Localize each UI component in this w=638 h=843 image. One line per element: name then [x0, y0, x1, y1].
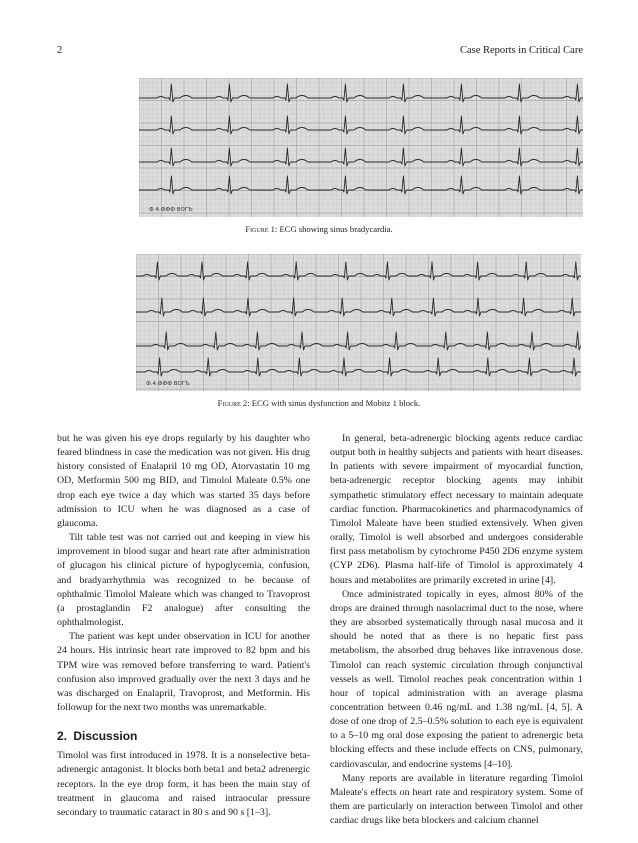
ecg-strip-1 — [139, 78, 583, 217]
section-heading — [57, 729, 310, 743]
ecg-strip-label: Ф.4.ФФФ ВОГЪ — [149, 207, 193, 213]
body-paragraph: The patient was kept under observation in ICU for another 24 hours. His intrinsic heart rate improved to 82 bpm and his TPM wire was removed before transferring to ward. Patient's confusion also improved gradually over the next 3 days and he was discharged on Enalapril, Travoprost, and Metformin. His followup for the next two months was unremarkable. — [57, 631, 310, 713]
ecg-trace — [136, 332, 581, 350]
journal-title: Case Reports in Critical Care — [459, 45, 583, 56]
ecg-strip-label: Ф.4.ФФФ ВОГЪ — [146, 381, 190, 387]
body-paragraph: Tilt table test was not carried out and keeping in view his improvement in blood sugar and heart rate after administration of glucagon his clinical picture of hypoglycemia, confusion, and bradyarrhythmia was recognized to be because of ophthalmic Timolol Maleate which was changed to Travoprost (a prostaglandin F2 analogue) after consulting the ophthalmologist. — [57, 532, 310, 629]
right-column — [330, 432, 583, 828]
figure-2-caption-text: ECG with sinus dysfunction and Mobitz 1 block. — [251, 398, 421, 408]
ecg-trace — [139, 148, 583, 166]
figure-1-caption — [0, 224, 638, 234]
body-paragraph: Timolol was first introduced in 1978. It is a nonselective beta-adrenergic antagonist. It blocks both beta1 and beta2 adrenergic receptors. In the eye drop form, it has been the main stay of treatment in glaucoma and raised intraocular pressure secondary to traumatic cataract in 80 s and 90 s [1–3]. — [57, 750, 310, 818]
figure-2-ecg-image — [136, 254, 581, 391]
figure-1-label: Figure 1: — [245, 224, 278, 234]
ecg-trace — [139, 176, 583, 194]
ecg-strip-2 — [136, 254, 581, 391]
ecg-grid — [139, 78, 583, 217]
ecg-trace — [136, 262, 581, 280]
body-paragraph: Once administrated topically in eyes, almost 80% of the drops are drained through nasolacrimal duct to the nose, where they are absorbed systematically through nasal mucosa and it should be noted that as there is no hepatic first pass metabolism, the absorbed drug behaves like intravenous dose. Timolol can reach systemic circulation through conjunctival vessels as well. Timolol reaches peak concentration within 1 hour of topical administration with an average plasma concentration between 0.46 ng/mL and 1.38 ng/mL [4, 5]. A dose of one drop of 2.5–0.5% solution to each eye is equivalent to a 5–10 mg oral dose exposing the patient to adrenergic beta blocking effects and these include effects on CNS, pulmonary, cardiovascular, and endocrine systems [4–10]. — [330, 588, 583, 770]
body-paragraph: Many reports are available in literature regarding Timolol Maleate's effects on heart rate and respiratory system. Some of them are particularly on interaction between Timolol and other cardiac drugs like beta blockers and calcium channel — [330, 772, 583, 827]
figure-2-label: Figure 2: — [217, 398, 250, 408]
figure-2-caption — [0, 398, 638, 408]
body-paragraph: but he was given his eye drops regularly by his daughter who feared blindness in case the medication was not given. His drug history consisted of Enalapril 10 mg OD, Atorvastatin 10 mg OD, Metformin 500 mg BID, and Timolol Maleate 0.5% one drop each eye twice a day which was started 35 days before admission to ICU when he was diagnosed as a case of glaucoma. — [57, 433, 310, 529]
figure-1-caption-text: ECG showing sinus bradycardia. — [279, 224, 393, 234]
left-column — [57, 432, 310, 820]
body-paragraph: In general, beta-adrenergic blocking agents reduce cardiac output both in healthy subjects and patients with heart diseases. In patients with severe impairment of myocardial function, beta-adrenergic receptor blocking agents may inhibit sympathetic stimulatory effect necessary to maintain adequate cardiac function. Pharmacokinetics and pharmacodynamics of Timolol Maleate have been studied extensively. When given orally, Timolol is well absorbed and undergoes considerable first pass metabolism by cytochrome P450 2D6 enzyme system (CYP 2D6). Plasma half-life of Timolol is approximately 4 hours and metabolites are primarily excreted in urine [4]. — [330, 433, 583, 586]
ecg-trace — [139, 116, 583, 134]
page-number: 2 — [57, 45, 63, 56]
ecg-trace — [139, 84, 583, 102]
section-title: Discussion — [73, 729, 138, 744]
ecg-trace — [136, 298, 581, 316]
section-number: 2. — [57, 729, 68, 744]
figure-1-ecg-image — [139, 78, 583, 217]
ecg-trace — [136, 358, 581, 376]
